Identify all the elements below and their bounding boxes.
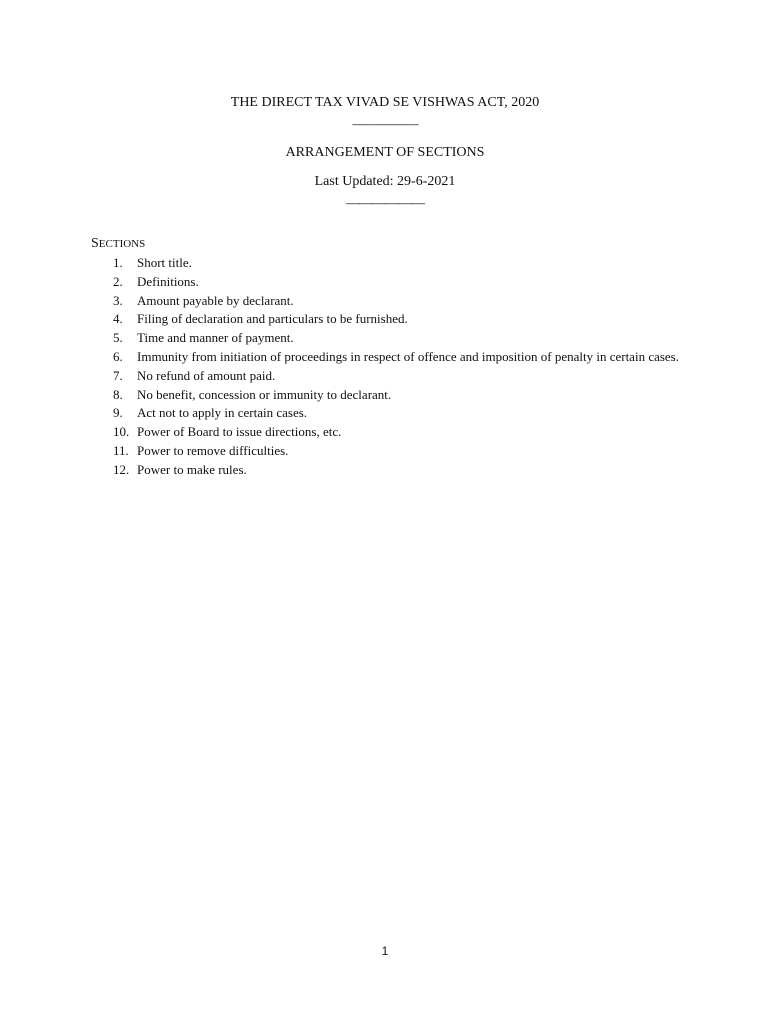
section-number: 7. — [113, 367, 123, 383]
page-number: 1 — [381, 944, 389, 958]
section-title: Act not to apply in certain cases. — [137, 405, 308, 421]
arrangement-heading: ARRANGEMENT OF SECTIONS — [285, 145, 485, 160]
section-number: 12. — [113, 461, 130, 477]
sections-heading — [91, 235, 145, 253]
section-number: 11. — [113, 442, 129, 458]
section-title: No refund of amount paid. — [137, 367, 276, 383]
sections-heading-initial: S — [91, 236, 99, 251]
section-item[interactable] — [91, 386, 731, 405]
section-item[interactable] — [91, 348, 731, 367]
section-title: Amount payable by declarant. — [137, 292, 294, 308]
section-number: 2. — [113, 273, 123, 289]
section-item[interactable] — [91, 329, 731, 348]
section-number: 10. — [113, 424, 130, 440]
section-item[interactable] — [91, 442, 731, 461]
section-number: 3. — [113, 292, 123, 308]
section-title: Power to remove difficulties. — [137, 442, 289, 458]
section-item[interactable] — [91, 367, 731, 386]
section-number: 6. — [113, 348, 123, 364]
section-number: 9. — [113, 405, 123, 421]
sections-list — [91, 254, 731, 480]
section-title: Immunity from initiation of proceedings in respect of offence and imposition of penalty in certain cases. — [137, 348, 679, 364]
sections-heading-rest: ECTIONS — [98, 238, 146, 250]
last-updated: Last Updated: 29-6-2021 — [314, 174, 456, 189]
section-number: 5. — [113, 330, 123, 346]
section-item[interactable] — [91, 254, 731, 273]
section-title: Time and manner of payment. — [137, 330, 294, 346]
section-title: Short title. — [137, 255, 192, 270]
section-number: 4. — [113, 311, 123, 327]
section-title: No benefit, concession or immunity to declarant. — [137, 386, 392, 402]
subtitle-rule: —————— — [346, 196, 424, 211]
section-title: Filing of declaration and particulars to be furnished. — [137, 311, 408, 327]
act-title: THE DIRECT TAX VIVAD SE VISHWAS ACT, 2020 — [230, 95, 540, 110]
section-number: 8. — [113, 386, 123, 402]
section-title: Definitions. — [137, 273, 199, 289]
section-item[interactable] — [91, 423, 731, 442]
title-rule: ————— — [352, 117, 418, 132]
section-item[interactable] — [91, 404, 731, 423]
section-number: 1. — [113, 255, 123, 270]
section-item[interactable] — [91, 292, 731, 311]
section-item[interactable] — [91, 273, 731, 292]
section-title: Power to make rules. — [137, 461, 247, 477]
section-item[interactable] — [91, 461, 731, 480]
section-title: Power of Board to issue directions, etc. — [137, 424, 342, 440]
section-item[interactable] — [91, 310, 731, 329]
